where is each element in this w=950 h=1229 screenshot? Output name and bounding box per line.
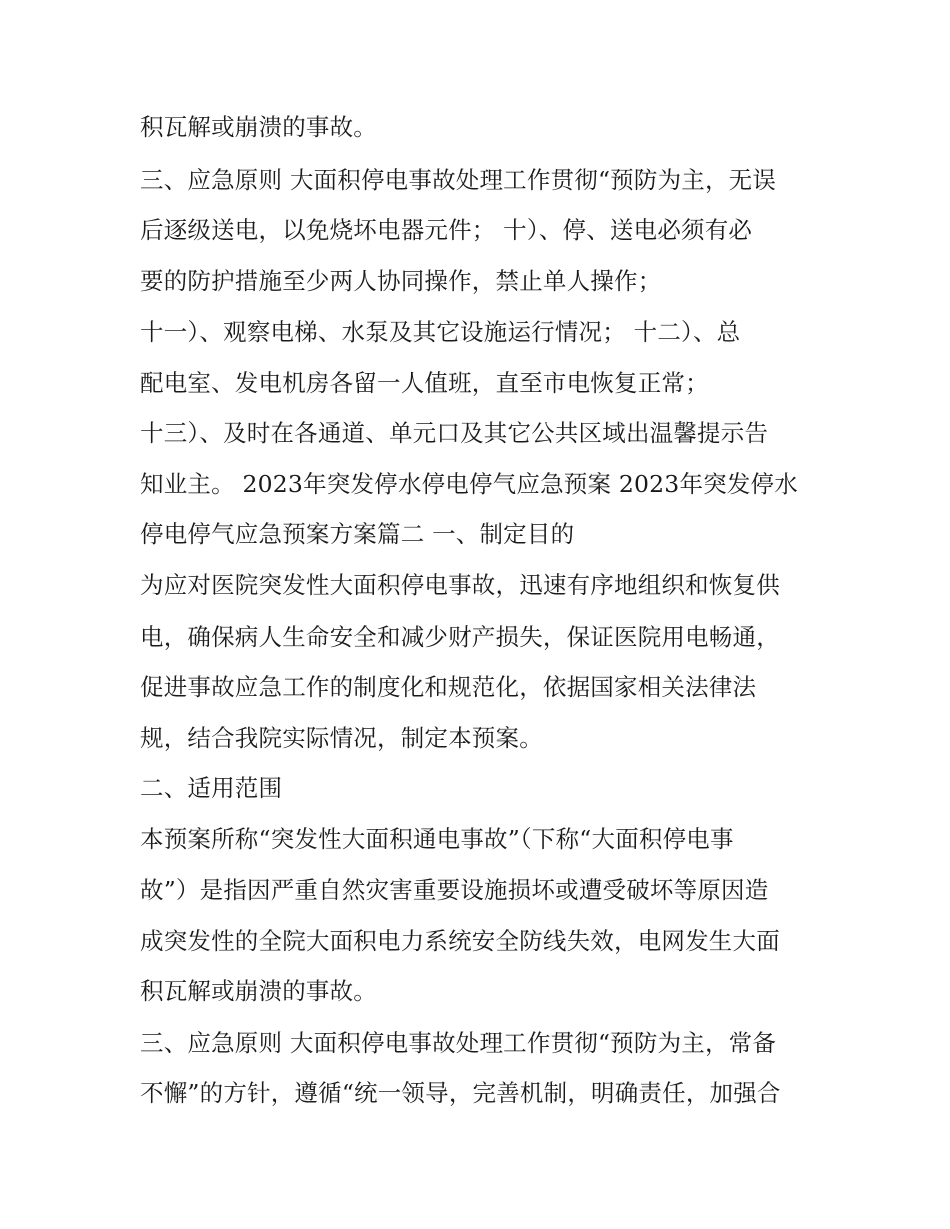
text-line: 三、应急原则 大面积停电事故处理工作贯彻“预防为主，无误	[140, 166, 777, 194]
text-line: 要的防护措施至少两人协同操作，禁止单人操作；	[140, 267, 662, 295]
text-line: 积瓦解或崩溃的事故。	[140, 113, 377, 141]
text-line: 知业主。 2023年突发停水停电停气应急预案 2023年突发停水	[140, 470, 798, 498]
text-line: 本预案所称“突发性大面积通电事故”（下称“大面积停电事	[140, 825, 734, 853]
text-line: 积瓦解或崩溃的事故。	[140, 977, 377, 1005]
text-line: 十三）、及时在各通道、单元口及其它公共区域出温馨提示告	[140, 419, 769, 447]
text-line: 三、应急原则 大面积停电事故处理工作贯彻“预防为主，常备	[140, 1029, 777, 1057]
text-line: 后逐级送电，以免烧坏电器元件； 十）、停、送电必须有必	[140, 216, 753, 244]
text-line: 故”）是指因严重自然灾害重要设施损坏或遭受破坏等原因造	[140, 876, 769, 904]
text-line: 成突发性的全院大面积电力系统安全防线失效，电网发生大面	[140, 927, 780, 955]
text-line: 不懈”的方针，遵循“统一领导，完善机制，明确责任，加强合	[140, 1079, 781, 1107]
text-line: 促进事故应急工作的制度化和规范化，依据国家相关法律法	[140, 673, 757, 701]
text-line: 二、适用范围	[140, 774, 283, 802]
text-line: 电，确保病人生命安全和减少财产损失，保证医院用电畅通，	[140, 623, 780, 651]
text-line: 为应对医院突发性大面积停电事故，迅速有序地组织和恢复供	[140, 571, 780, 599]
text-line: 规，结合我院实际情况，制定本预案。	[140, 724, 543, 752]
text-line: 配电室、发电机房各留一人值班，直至市电恢复正常；	[140, 369, 709, 397]
text-line: 十一）、观察电梯、水泵及其它设施运行情况； 十二）、总	[140, 318, 741, 346]
text-line: 停电停气应急预案方案篇二 一、制定目的	[140, 520, 575, 548]
